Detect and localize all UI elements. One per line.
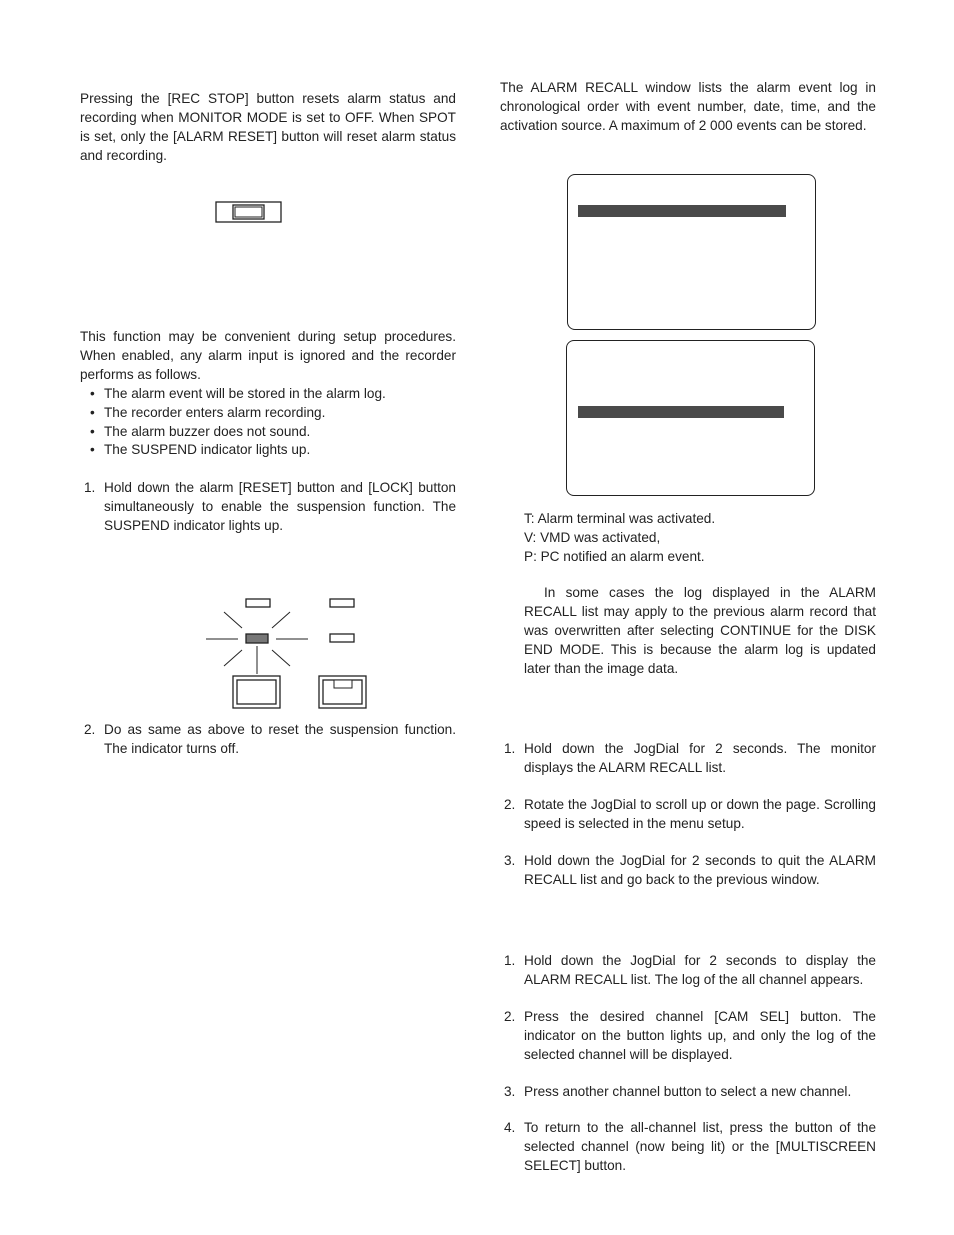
list-item: • The SUSPEND indicator lights up.: [80, 441, 456, 460]
highlight-bar: [578, 406, 784, 418]
alarm-recall-intro: The ALARM RECALL window lists the alarm event log in chronological order with event number, date, time, and the activation source. A maximum of 2 000 events can be stored.: [500, 80, 876, 133]
channel-step-1: 1. Hold down the JogDial for 2 seconds to display the ALARM RECALL list. The log of the all channel appears.: [504, 953, 876, 987]
channel-step-2: 2. Press the desired channel [CAM SEL] button. The indicator on the button lights up, and only the log of the selected channel will be displayed.: [504, 1008, 876, 1062]
scroll-step-2: 2. Rotate the JogDial to scroll up or down the page. Scrolling speed is selected in the menu setup.: [504, 796, 876, 831]
list-item: • The alarm event will be stored in the alarm log.: [80, 385, 456, 404]
channel-step-3: 3. Press another channel button to select a new channel.: [504, 1083, 852, 1099]
suspend-bullet-list: [80, 385, 456, 461]
scroll-step-1: 1. Hold down the JogDial for 2 seconds. The monitor displays the ALARM RECALL list.: [504, 741, 876, 775]
alarm-log-note: In some cases the log displayed in the ALARM RECALL list may apply to the previous alarm record that was overwritten after selecting CONTINUE for the DISK END MODE. This is because the alarm log is updated later than the image data.: [524, 585, 876, 676]
highlight-bar: [578, 205, 786, 217]
suspend-step-1: 1. Hold down the alarm [RESET] button and [LOCK] button simultaneously to enable the suspension function. The SUSPEND indicator lights up.: [84, 480, 456, 534]
rec-stop-paragraph: Pressing the [REC STOP] button resets alarm status and recording when MONITOR MODE is set to OFF. When SPOT is set, only the [ALARM RESET] button will reset alarm status and recording.: [80, 91, 456, 163]
list-item: • The alarm buzzer does not sound.: [80, 423, 456, 442]
suspend-step-2-block: [80, 721, 456, 759]
alarm-recall-screen-2: [566, 340, 815, 496]
alarm-recall-screen-1: [567, 174, 816, 330]
scroll-steps: [500, 740, 876, 889]
source-legend: [524, 510, 876, 567]
suspend-intro: This function may be convenient during setup procedures. When enabled, any alarm input is ignored and the recorder performs as follows.: [80, 329, 456, 382]
source-legend-terminal: T: Alarm terminal was activated.: [524, 511, 716, 526]
channel-steps: [500, 952, 876, 1176]
suspend-indicator-illustration: [200, 590, 380, 712]
source-legend-vmd: V: VMD was activated,: [524, 529, 661, 545]
source-legend-pc: P: PC notified an alarm event.: [524, 548, 705, 564]
scroll-step-3: 3. Hold down the JogDial for 2 seconds to quit the ALARM RECALL list and go back to the previous window.: [504, 852, 876, 887]
channel-step-4: 4. To return to the all-channel list, press the button of the selected channel (now being lit) or the [MULTISCREEN SELECT] button.: [504, 1120, 876, 1174]
list-item: • The recorder enters alarm recording.: [80, 404, 456, 423]
rec-stop-button-illustration: [214, 200, 284, 224]
suspend-step-2: 2. Do as same as above to reset the suspension function. The indicator turns off.: [84, 722, 456, 756]
suspend-section: [80, 328, 456, 536]
